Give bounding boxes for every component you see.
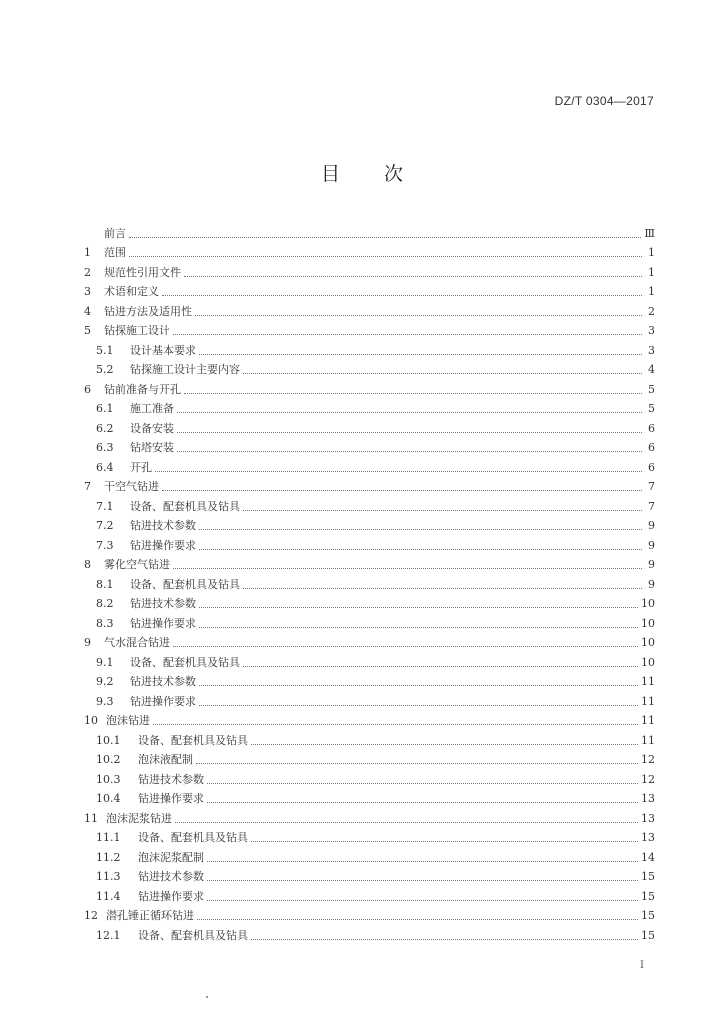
toc-entry-page: 13 (641, 831, 655, 844)
toc-entry-page: 11 (641, 733, 655, 747)
toc-entry[interactable] (84, 514, 655, 534)
toc-leader-dots (173, 568, 642, 569)
toc-entry-number: 11.1 (96, 831, 121, 844)
toc-entry-number: 9.3 (96, 694, 114, 708)
toc-entry-page: 1 (648, 285, 655, 298)
toc-entry-number: 11.2 (96, 850, 121, 864)
toc-entry-label: 钻进技术参数 (138, 870, 204, 883)
toc-entry-number: 9.2 (96, 675, 114, 688)
toc-entry-number: 1 (84, 246, 91, 259)
toc-leader-dots (184, 276, 642, 277)
toc-entry[interactable] (84, 670, 655, 690)
toc-leader-dots (177, 432, 642, 433)
toc-entry-label: 设备、配套机具及钻具 (138, 831, 248, 844)
toc-entry-number: 7 (84, 480, 91, 493)
toc-entry[interactable] (84, 767, 655, 787)
toc-entry-number: 6.1 (96, 402, 114, 415)
toc-leader-dots (184, 393, 642, 394)
toc-entry-page: 11 (641, 675, 655, 688)
toc-leader-dots (199, 354, 642, 355)
toc-leader-dots (199, 529, 642, 530)
toc-entry-page: 4 (648, 363, 655, 376)
toc-entry-label: 钻进操作要求 (130, 616, 196, 630)
toc-entry-label: 设备、配套机具及钻具 (138, 733, 248, 747)
toc-leader-dots (207, 802, 638, 803)
toc-entry-label: 钻探施工设计 (104, 324, 170, 337)
toc-entry[interactable] (84, 358, 655, 378)
toc-entry-number: 8.3 (96, 616, 114, 630)
title-char: 目 (320, 163, 340, 185)
page-title (0, 159, 724, 186)
toc-entry-label: 钻进操作要求 (130, 538, 196, 552)
toc-entry-label: 规范性引用文件 (104, 265, 181, 279)
toc-entry-number: 2 (84, 265, 91, 279)
toc-leader-dots (251, 744, 638, 745)
toc-entry-number: 9 (84, 636, 91, 649)
toc-entry-number: 10.3 (96, 772, 121, 786)
toc-entry-label: 钻进操作要求 (138, 792, 204, 805)
toc-leader-dots (251, 841, 638, 842)
toc-entry-number: 11.3 (96, 870, 121, 883)
toc-entry[interactable] (84, 650, 655, 670)
toc-entry-number: 12.1 (96, 928, 121, 942)
toc-entry[interactable] (84, 416, 655, 436)
toc-entry-page: 9 (648, 538, 655, 552)
toc-entry-label: 泡沫泥浆配制 (138, 850, 204, 864)
toc-entry-number: 8.2 (96, 597, 114, 610)
toc-entry-label: 施工准备 (130, 402, 174, 415)
toc-entry-label: 钻进技术参数 (130, 597, 196, 610)
toc-entry[interactable] (84, 299, 655, 319)
toc-entry-page: 6 (648, 441, 655, 454)
toc-entry[interactable] (84, 884, 655, 904)
toc-entry-page: 9 (648, 519, 655, 532)
toc-leader-dots (196, 763, 638, 764)
toc-entry-label: 设备、配套机具及钻具 (130, 655, 240, 669)
toc-entry-page: 3 (648, 324, 655, 337)
toc-entry-page: 6 (648, 421, 655, 435)
toc-entry-label: 设备、配套机具及钻具 (130, 577, 240, 591)
title-char: 次 (384, 163, 404, 185)
toc-entry[interactable] (84, 221, 655, 241)
toc-entry-label: 钻前准备与开孔 (104, 382, 181, 396)
toc-entry-label: 钻进操作要求 (138, 889, 204, 903)
scan-speck (206, 996, 208, 998)
toc-entry-page: 15 (641, 889, 655, 903)
toc-leader-dots (199, 607, 638, 608)
toc-entry[interactable] (84, 845, 655, 865)
toc-leader-dots (243, 666, 638, 667)
toc-entry-page: 11 (641, 694, 655, 708)
toc-entry-label: 钻进技术参数 (130, 519, 196, 532)
toc-entry-page: 11 (641, 714, 655, 727)
standard-code: DZ/T 0304—2017 (554, 94, 654, 108)
toc-entry-page: 12 (641, 772, 655, 786)
toc-entry-page: 7 (648, 480, 655, 493)
toc-entry[interactable] (84, 728, 655, 748)
toc-leader-dots (162, 295, 642, 296)
toc-leader-dots (207, 900, 638, 901)
toc-entry[interactable] (84, 631, 655, 651)
table-of-contents (84, 221, 655, 943)
toc-entry-number: 5.2 (96, 363, 114, 376)
toc-entry[interactable] (84, 241, 655, 261)
toc-entry-label: 雾化空气钻进 (104, 558, 170, 571)
toc-leader-dots (175, 822, 638, 823)
toc-entry[interactable] (84, 572, 655, 592)
toc-entry-page: 12 (641, 753, 655, 766)
toc-entry[interactable] (84, 553, 655, 573)
toc-leader-dots (199, 627, 638, 628)
toc-entry[interactable] (84, 689, 655, 709)
toc-entry-number: 7.3 (96, 538, 114, 552)
toc-entry-label: 范围 (104, 246, 126, 259)
toc-entry-label: 设备安装 (130, 421, 174, 435)
toc-entry-page: 14 (641, 850, 655, 864)
toc-entry-label: 泡沫泥浆钻进 (106, 811, 172, 825)
toc-entry-page: 5 (648, 402, 655, 415)
toc-entry-page: 7 (648, 499, 655, 513)
toc-entry[interactable] (84, 338, 655, 358)
toc-entry[interactable] (84, 455, 655, 475)
toc-leader-dots (243, 588, 642, 589)
toc-entry-number: 10.1 (96, 733, 121, 747)
toc-entry-number: 10 (84, 714, 98, 727)
toc-leader-dots (251, 939, 638, 940)
toc-leader-dots (199, 549, 642, 550)
toc-entry-number: 7.1 (96, 499, 114, 513)
toc-entry[interactable] (84, 611, 655, 631)
toc-entry-page: 6 (648, 460, 655, 474)
toc-entry-label: 泡沫液配制 (138, 753, 193, 766)
toc-entry[interactable] (84, 904, 655, 924)
toc-entry-page: 10 (641, 655, 655, 669)
toc-entry[interactable] (84, 709, 655, 729)
toc-entry-number: 6.4 (96, 460, 114, 474)
toc-entry[interactable] (84, 826, 655, 846)
toc-entry[interactable] (84, 377, 655, 397)
toc-entry-page: Ⅲ (644, 226, 655, 240)
toc-entry-number: 4 (84, 304, 91, 318)
toc-leader-dots (197, 919, 638, 920)
toc-entry[interactable] (84, 865, 655, 885)
toc-entry-label: 钻进方法及适用性 (104, 304, 192, 318)
toc-entry-page: 9 (648, 558, 655, 571)
toc-entry-page: 15 (641, 909, 655, 922)
toc-entry-number: 10.2 (96, 753, 121, 766)
toc-entry-label: 设备、配套机具及钻具 (138, 928, 248, 942)
toc-entry-number: 10.4 (96, 792, 121, 805)
toc-entry-page: 1 (648, 246, 655, 259)
toc-entry-page: 13 (641, 792, 655, 805)
toc-entry-number: 9.1 (96, 655, 114, 669)
toc-entry-number: 5 (84, 324, 91, 337)
toc-entry[interactable] (84, 319, 655, 339)
toc-leader-dots (243, 373, 642, 374)
toc-entry-label: 钻进技术参数 (138, 772, 204, 786)
toc-leader-dots (207, 783, 638, 784)
toc-entry-page: 15 (641, 928, 655, 942)
toc-entry-label: 钻进技术参数 (130, 675, 196, 688)
toc-leader-dots (195, 315, 642, 316)
toc-entry-page: 2 (648, 304, 655, 318)
toc-entry-page: 10 (641, 616, 655, 630)
toc-entry[interactable] (84, 533, 655, 553)
toc-entry[interactable] (84, 923, 655, 943)
toc-entry-page: 10 (641, 636, 655, 649)
page-number: Ⅰ (640, 960, 644, 971)
toc-entry-number: 6.2 (96, 421, 114, 435)
toc-entry-number: 6.3 (96, 441, 114, 454)
toc-entry-number: 8.1 (96, 577, 114, 591)
toc-entry-label: 设备、配套机具及钻具 (130, 499, 240, 513)
toc-leader-dots (199, 705, 638, 706)
toc-leader-dots (243, 510, 642, 511)
toc-leader-dots (129, 237, 641, 238)
toc-entry-page: 5 (648, 382, 655, 396)
toc-leader-dots (153, 724, 638, 725)
toc-entry-label: 前言 (104, 226, 126, 240)
toc-entry-number: 7.2 (96, 519, 114, 532)
toc-leader-dots (199, 685, 638, 686)
toc-entry-number: 5.1 (96, 343, 114, 357)
toc-entry[interactable] (84, 280, 655, 300)
toc-entry-label: 钻塔安装 (130, 441, 174, 454)
toc-entry[interactable] (84, 806, 655, 826)
toc-leader-dots (207, 880, 638, 881)
toc-entry-number: 8 (84, 558, 91, 571)
toc-entry-page: 15 (641, 870, 655, 883)
toc-entry[interactable] (84, 397, 655, 417)
toc-leader-dots (173, 334, 642, 335)
toc-entry-label: 钻进操作要求 (130, 694, 196, 708)
toc-entry-page: 3 (648, 343, 655, 357)
toc-entry-page: 13 (641, 811, 655, 825)
toc-entry-label: 潜孔锤正循环钻进 (106, 909, 194, 922)
toc-entry-number: 6 (84, 382, 91, 396)
toc-entry-number: 11 (84, 811, 98, 825)
toc-entry-label: 干空气钻进 (104, 480, 159, 493)
toc-entry[interactable] (84, 494, 655, 514)
toc-leader-dots (177, 412, 642, 413)
toc-entry-label: 泡沫钻进 (106, 714, 150, 727)
toc-entry-label: 开孔 (130, 460, 152, 474)
toc-entry-label: 钻探施工设计主要内容 (130, 363, 240, 376)
toc-leader-dots (173, 646, 638, 647)
toc-entry[interactable] (84, 475, 655, 495)
toc-entry-number: 11.4 (96, 889, 121, 903)
toc-entry-label: 气水混合钻进 (104, 636, 170, 649)
toc-entry-number: 12 (84, 909, 98, 922)
toc-leader-dots (207, 861, 638, 862)
toc-entry-page: 1 (648, 265, 655, 279)
toc-entry-label: 术语和定义 (104, 285, 159, 298)
toc-entry[interactable] (84, 748, 655, 768)
toc-entry[interactable] (84, 787, 655, 807)
toc-leader-dots (177, 451, 642, 452)
toc-entry-page: 10 (641, 597, 655, 610)
toc-entry-page: 9 (648, 577, 655, 591)
toc-entry-number: 3 (84, 285, 91, 298)
toc-leader-dots (129, 256, 642, 257)
toc-entry[interactable] (84, 436, 655, 456)
toc-entry-label: 设计基本要求 (130, 343, 196, 357)
toc-leader-dots (155, 471, 642, 472)
toc-leader-dots (162, 490, 642, 491)
toc-entry[interactable] (84, 260, 655, 280)
toc-entry[interactable] (84, 592, 655, 612)
